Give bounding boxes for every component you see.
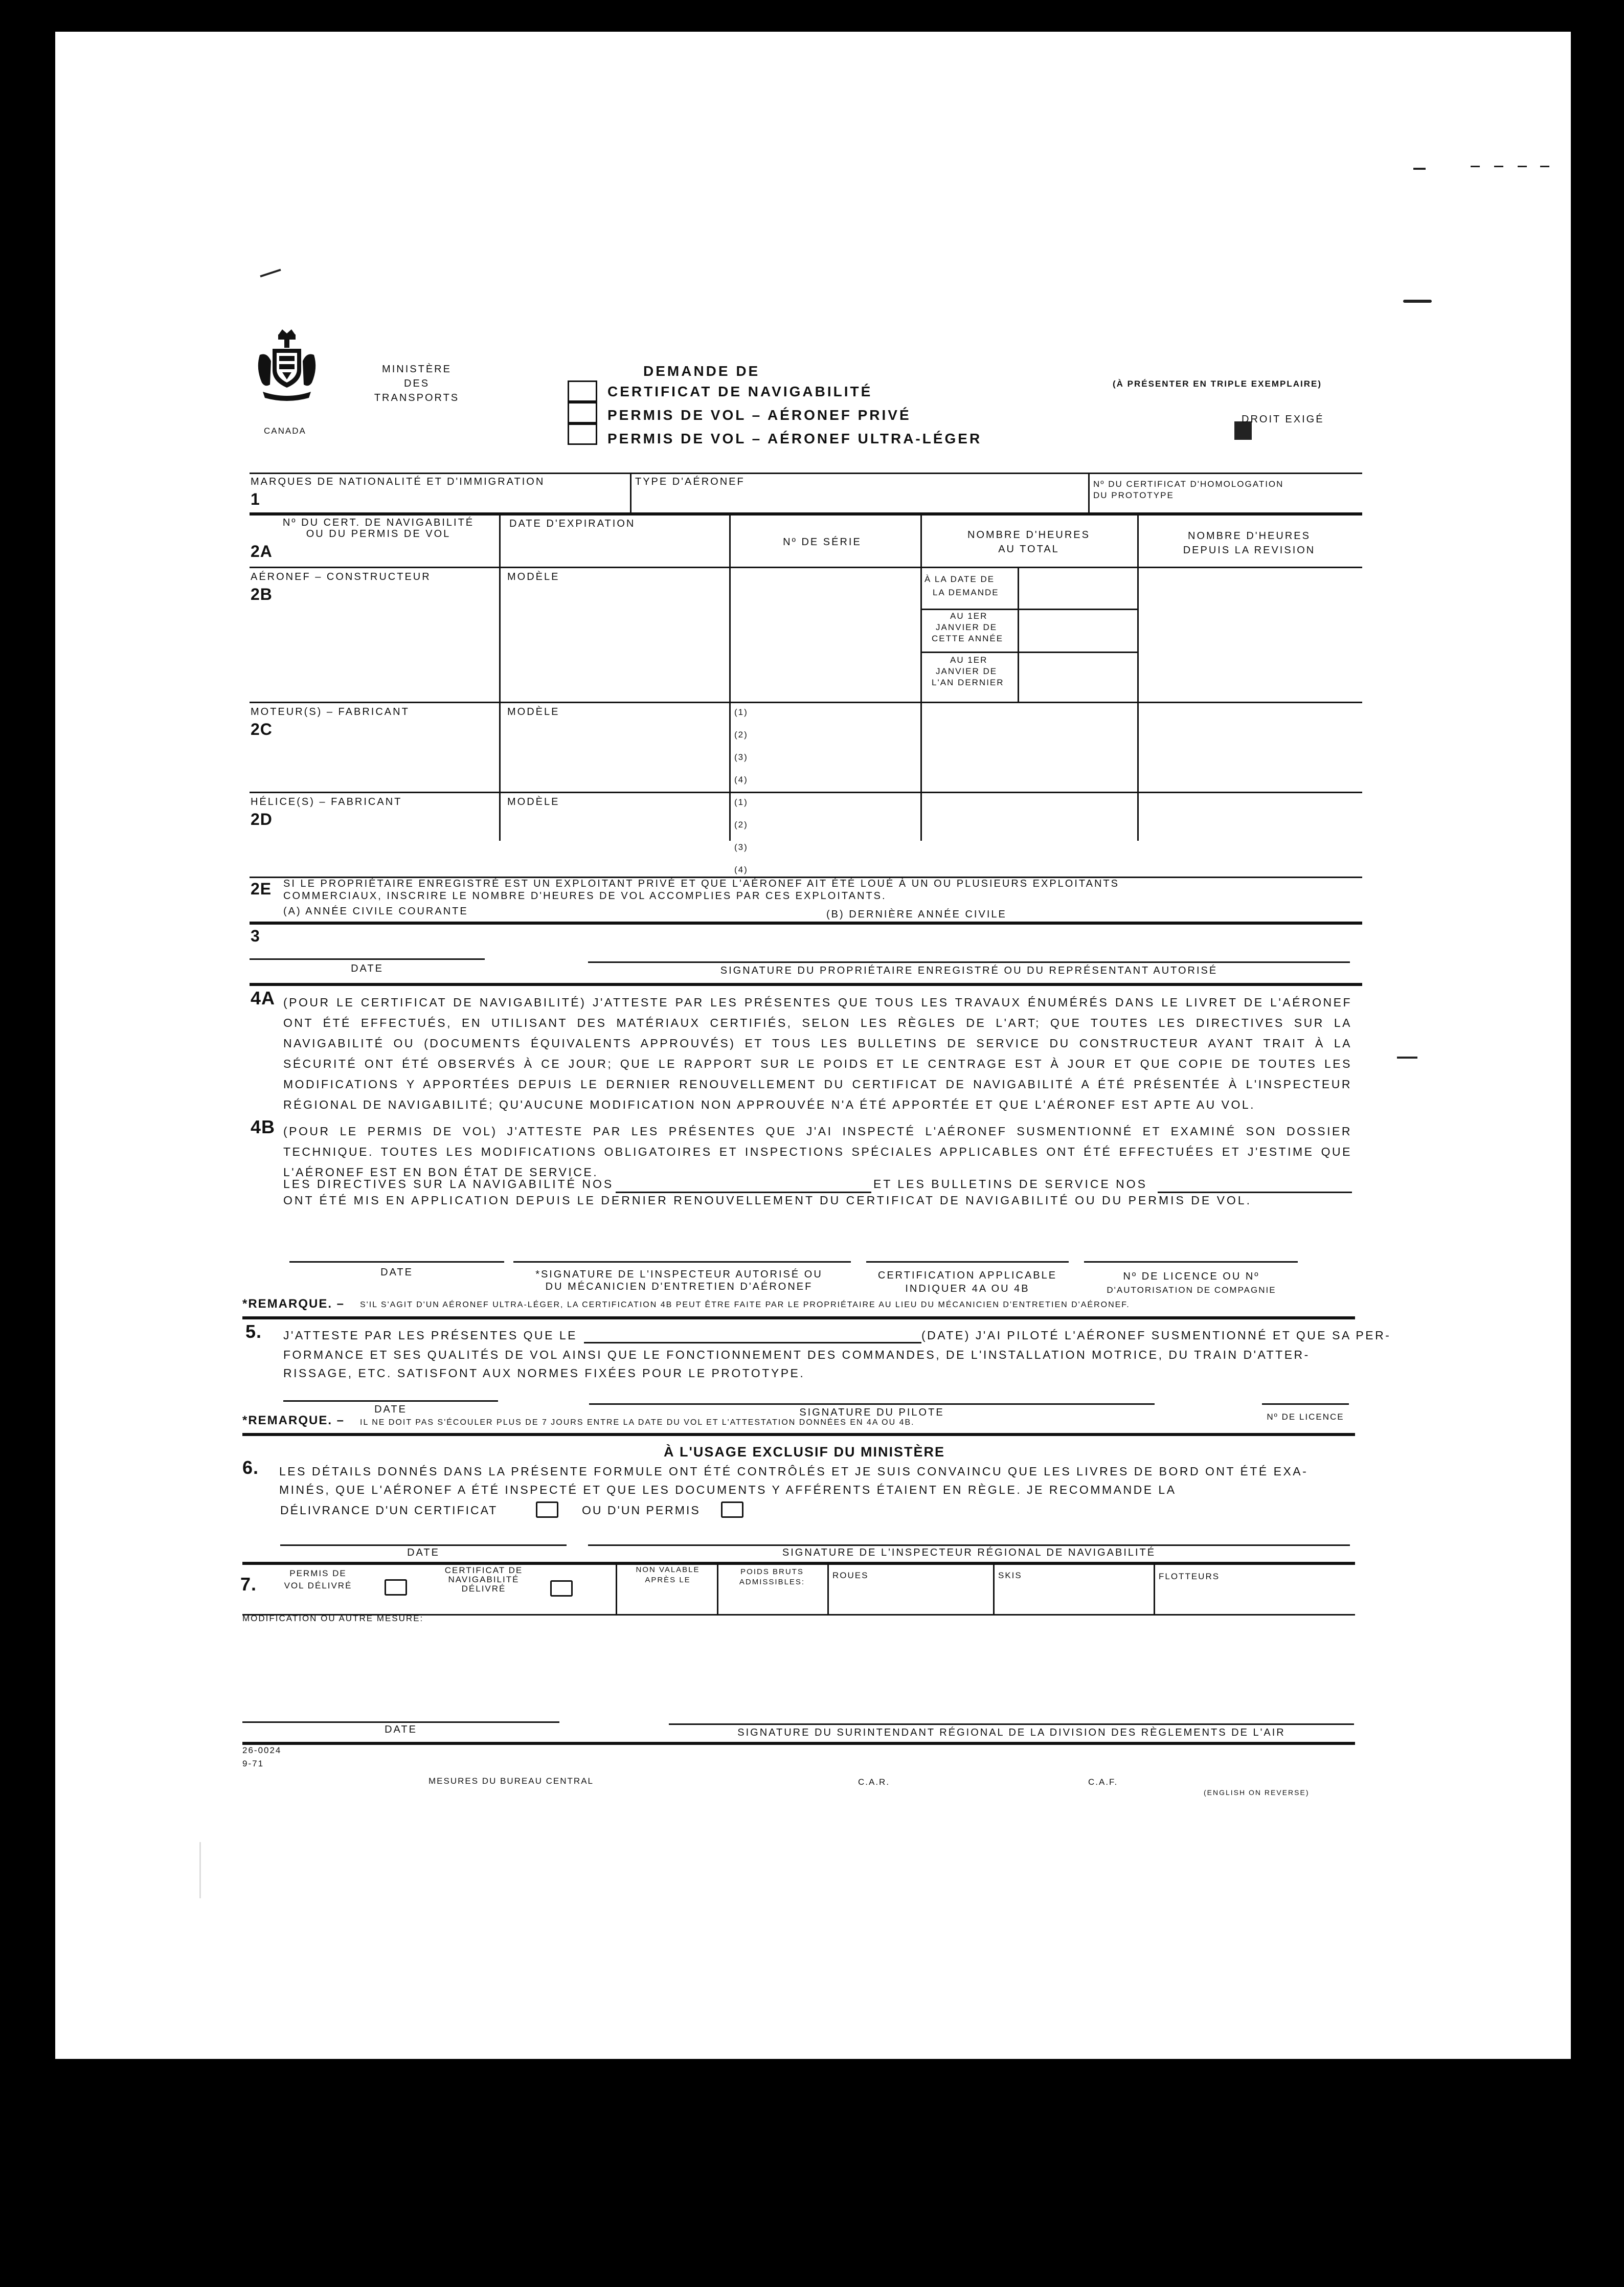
- aircraft-type-label: TYPE D'AÉRONEF: [635, 476, 745, 487]
- hours-row-label: AU 1ER: [950, 611, 988, 621]
- rule-heavy: [250, 983, 1362, 986]
- hours-row-label: JANVIER DE: [936, 622, 998, 632]
- total-hours-label-1: NOMBRE D'HEURES: [967, 529, 1090, 541]
- scan-mark: [1518, 166, 1527, 167]
- engine-model-label: MODÈLE: [507, 706, 560, 718]
- rule-heavy: [250, 512, 1362, 515]
- central-office-measures: MESURES DU BUREAU CENTRAL: [428, 1776, 594, 1786]
- rule: [250, 473, 1362, 474]
- propeller-model-label: MODÈLE: [507, 796, 560, 808]
- section-number-6: 6.: [242, 1457, 259, 1478]
- rule: [250, 567, 1362, 568]
- section-number-2a: 2A: [251, 542, 273, 560]
- section-number-2c: 2C: [251, 720, 273, 738]
- rule-v: [827, 1564, 829, 1615]
- rule: [920, 652, 1138, 653]
- remark-4-text: S'IL S'AGIT D'UN AÉRONEF ULTRA-LÉGER, LA CERTIFICATION 4B PEUT ÊTRE FAITE PAR LE PROPRIÉTAIRE AU LIEU DU MÉCANICIEN D'ENTRETIEN D'AÉRONEF.: [360, 1301, 1130, 1309]
- section-2e-text-1: SI LE PROPRIÉTAIRE ENREGISTRÉ EST UN EXPLOITANT PRIVÉ ET QUE L'AÉRONEF AIT ÉTÉ LOUÉ À UN OU PLUSIEURS EXPLOITANTS: [283, 878, 1119, 889]
- inspector-signature-label-2: DU MÉCANICIEN D'ENTRETIEN D'AÉRONEF: [545, 1281, 813, 1292]
- date-line: [283, 1400, 498, 1402]
- hours-row-label: LA DEMANDE: [933, 588, 999, 597]
- superintendent-date-label: DATE: [385, 1724, 417, 1735]
- scan-mark: [1471, 166, 1480, 167]
- form-number: 26-0024: [242, 1745, 282, 1755]
- bulletins-line: [1158, 1192, 1352, 1193]
- or-permit-label: OU D'UN PERMIS: [582, 1504, 701, 1517]
- owner-date-label: DATE: [351, 963, 384, 974]
- ministry-line-2: DES: [403, 378, 430, 389]
- hours-row-label: À LA DATE DE: [924, 574, 995, 584]
- prototype-cert-label-1: Nº DU CERTIFICAT D'HOMOLOGATION: [1093, 479, 1284, 489]
- invalid-after-label-2: APRÈS LE: [645, 1576, 691, 1584]
- signature-line: [589, 1403, 1155, 1405]
- aircraft-model-label: MODÈLE: [507, 571, 560, 582]
- inspector-signature-label-1: *SIGNATURE DE L'INSPECTEUR AUTORISÉ OU: [535, 1269, 823, 1280]
- rule-heavy: [242, 1316, 1355, 1319]
- expiry-date-label: DATE D'EXPIRATION: [509, 518, 636, 529]
- applied-text: ONT ÉTÉ MIS EN APPLICATION DEPUIS LE DERNIER RENOUVELLEMENT DU CERTIFICAT DE NAVIGABILITÉ OU DU PERMIS DE VOL.: [283, 1194, 1252, 1207]
- rule-heavy: [242, 1562, 1355, 1565]
- gross-weights-label-1: POIDS BRUTS: [740, 1567, 804, 1576]
- scan-mark: [199, 1842, 201, 1898]
- floats-label: FLOTTEURS: [1159, 1572, 1220, 1581]
- last-year-label: (B) DERNIÈRE ANNÉE CIVILE: [826, 909, 1007, 920]
- flight-date-line: [584, 1342, 921, 1343]
- delivery-certificate-label: DÉLIVRANCE D'UN CERTIFICAT: [280, 1504, 498, 1517]
- cert-number-label-1: Nº DU CERT. DE NAVIGABILITÉ: [282, 517, 475, 528]
- inspection-date-label-6: DATE: [407, 1547, 440, 1558]
- hours-row-label: AU 1ER: [950, 655, 988, 665]
- option-checkbox-permit-private[interactable]: [568, 402, 597, 423]
- rule-heavy: [250, 922, 1362, 925]
- rule: [920, 609, 1138, 610]
- rule-v: [616, 1564, 617, 1615]
- section-number-7: 7.: [240, 1574, 257, 1595]
- engine-item-label: (2): [734, 730, 748, 739]
- remark-5-text: IL NE DOIT PAS S'ÉCOULER PLUS DE 7 JOURS ENTRE LA DATE DU VOL ET L'ATTESTATION DONNÉES EN 4A OU 4B.: [360, 1418, 915, 1427]
- rule-v: [1018, 567, 1019, 702]
- licence-number-label-2: D'AUTORISATION DE COMPAGNIE: [1107, 1285, 1276, 1295]
- option-label-permit-ultralight: PERMIS DE VOL – AÉRONEF ULTRA-LÉGER: [607, 431, 982, 446]
- section-number-2e: 2E: [251, 880, 272, 898]
- certificate-checkbox[interactable]: [536, 1501, 558, 1518]
- section-4a-text: (POUR LE CERTIFICAT DE NAVIGABILITÉ) J'ATTESTE PAR LES PRÉSENTES QUE TOUS LES TRAVAUX ÉNUMÉRÉS DANS LE LIVRET DE L'AÉRONEF ONT ÉTÉ EFFECTUÉS, EN UTILISANT DES MATÉRIAUX CERTIFIÉS, SELON LES RÈGLES DE L'ART; QUE TOUTES LES DIRECTIVES SUR LA NAVIGABILITÉ OU (DOCUMENTS ÉQUIVALENTS APPROUVÉS) ET TOUS LES BULLETINS DE SERVICE DU CONSTRUCTEUR AYANT TRAIT À LA SÉCURITÉ ONT ÉTÉ OBSERVÉS À CE JOUR; QUE LE RAPPORT SUR LE POIDS ET LE CENTRAGE EST À JOUR ET QUE COPIE DE TOUTES LES MODIFICATIONS Y APPORTÉES DEPUIS LE DERNIER RENOUVELLEMENT DU CERTIFICAT DE NAVIGABILITÉ A ÉTÉ PRÉSENTÉE À L'INSPECTEUR RÉGIONAL DE NAVIGABILITÉ; QU'AUCUNE MODIFICATION NON APPROUVÉE N'A ÉTÉ APPORTÉE ET QUE L'AÉRONEF EST APTE AU VOL.: [283, 996, 1352, 1111]
- licence-line: [1262, 1403, 1349, 1405]
- option-checkbox-cert-nav[interactable]: [568, 380, 597, 402]
- section-6-text-b: MINÉS, QUE L'AÉRONEF A ÉTÉ INSPECTÉ ET QUE LES DOCUMENTS Y AFFÉRENTS ÉTAIENT EN RÈGLE. JE RECOMMANDE LA: [279, 1483, 1177, 1496]
- car-label: C.A.R.: [858, 1777, 890, 1787]
- licence-number-label-1: Nº DE LICENCE OU Nº: [1123, 1271, 1260, 1282]
- copies-note: (À PRÉSENTER EN TRIPLE EXEMPLAIRE): [1113, 379, 1322, 389]
- section-5-text-a: J'ATTESTE PAR LES PRÉSENTES QUE LE: [283, 1329, 577, 1342]
- pilot-signature-label: SIGNATURE DU PILOTE: [799, 1407, 944, 1418]
- signature-line: [588, 1544, 1350, 1546]
- section-number-2b: 2B: [251, 585, 273, 603]
- cert-line: [866, 1261, 1069, 1263]
- rule-v: [630, 473, 631, 513]
- scan-mark: [1397, 1057, 1417, 1059]
- hours-row-label: L'AN DERNIER: [932, 678, 1004, 687]
- permit-issued-label-1: PERMIS DE: [289, 1568, 347, 1578]
- invalid-after-label-1: NON VALABLE: [636, 1565, 700, 1574]
- propeller-item-label: (1): [734, 797, 748, 807]
- rule-v: [1154, 1564, 1155, 1615]
- rule-v: [1088, 473, 1090, 513]
- rule-v: [993, 1564, 995, 1615]
- section-number-4b: 4B: [251, 1116, 276, 1137]
- flight-date-label: DATE: [374, 1404, 407, 1415]
- regional-inspector-signature-label: SIGNATURE DE L'INSPECTEUR RÉGIONAL DE NAVIGABILITÉ: [782, 1547, 1156, 1558]
- propeller-item-label: (4): [734, 865, 748, 875]
- certificate-issued-label-2: NAVIGABILITÉ: [448, 1575, 520, 1584]
- signature-line: [513, 1261, 851, 1263]
- owner-signature-label: SIGNATURE DU PROPRIÉTAIRE ENREGISTRÉ OU DU REPRÉSENTANT AUTORISÉ: [720, 965, 1218, 976]
- caf-label: C.A.F.: [1088, 1777, 1118, 1787]
- hours-since-revision-label-1: NOMBRE D'HEURES: [1188, 530, 1311, 542]
- form-sheet: [55, 32, 1571, 2059]
- option-label-permit-private: PERMIS DE VOL – AÉRONEF PRIVÉ: [607, 407, 911, 423]
- section-2e-text-2: COMMERCIAUX, INSCRIRE LE NOMBRE D'HEURES DE VOL ACCOMPLIES PAR CES EXPLOITANTS.: [283, 890, 887, 902]
- hours-since-revision-label-2: DEPUIS LA REVISION: [1183, 545, 1316, 556]
- scan-mark: [1403, 300, 1432, 303]
- certificate-issued-checkbox[interactable]: [550, 1580, 573, 1597]
- date-line: [289, 1261, 504, 1263]
- date-line: [250, 958, 485, 960]
- gross-weights-label-2: ADMISSIBLES:: [739, 1578, 805, 1586]
- engine-item-label: (3): [734, 752, 748, 762]
- aircraft-manufacturer-label: AÉRONEF – CONSTRUCTEUR: [251, 571, 431, 582]
- scan-mark: [1540, 166, 1549, 167]
- directives-label: LES DIRECTIVES SUR LA NAVIGABILITÉ NOS: [283, 1177, 614, 1191]
- hours-row-label: JANVIER DE: [936, 666, 998, 676]
- remark-5-label: *REMARQUE. –: [242, 1414, 345, 1427]
- section-number-4a: 4A: [251, 988, 276, 1008]
- section-4b-text: (POUR LE PERMIS DE VOL) J'ATTESTE PAR LES PRÉSENTES QUE J'AI INSPECTÉ L'AÉRONEF SUSMENTIONNÉ ET EXAMINÉ SON DOSSIER TECHNIQUE. TOUTES LES MODIFICATIONS OBLIGATOIRES ET INSPECTIONS SPÉCIALES APPLICABLES ONT ÉTÉ EFFECTUÉES ET J'ESTIME QUE L'AÉRONEF EST EN BON ÉTAT DE SERVICE.: [283, 1125, 1352, 1179]
- engine-item-label: (1): [734, 707, 748, 717]
- propeller-manufacturer-label: HÉLICE(S) – FABRICANT: [251, 796, 402, 808]
- inspection-date-label: DATE: [380, 1267, 413, 1278]
- directives-line: [616, 1192, 871, 1193]
- section-number-2d: 2D: [251, 810, 273, 828]
- wheels-label: ROUES: [832, 1571, 869, 1580]
- rule: [250, 792, 1362, 793]
- date-line: [242, 1721, 559, 1723]
- skis-label: SKIS: [998, 1571, 1022, 1580]
- applicable-cert-label-2: INDIQUER 4A OU 4B: [905, 1283, 1030, 1294]
- date-line: [280, 1544, 567, 1546]
- permit-issued-checkbox[interactable]: [385, 1579, 407, 1596]
- english-on-reverse: (ENGLISH ON REVERSE): [1204, 1788, 1310, 1797]
- permit-checkbox[interactable]: [721, 1501, 743, 1518]
- propeller-item-label: (2): [734, 820, 748, 829]
- certificate-issued-label-1: CERTIFICAT DE: [444, 1565, 523, 1575]
- section-5-text-b: (DATE) J'AI PILOTÉ L'AÉRONEF SUSMENTIONNÉ ET QUE SA PER-: [921, 1329, 1391, 1342]
- signature-line: [588, 961, 1350, 963]
- bulletins-label: ET LES BULLETINS DE SERVICE NOS: [873, 1177, 1148, 1191]
- propeller-item-label: (3): [734, 842, 748, 852]
- ministry-line-3: TRANSPORTS: [374, 392, 460, 403]
- section-6-text-a: LES DÉTAILS DONNÉS DANS LA PRÉSENTE FORMULE ONT ÉTÉ CONTRÔLÉS ET JE SUIS CONVAINCU QUE LES LIVRES DE BORD ONT ÉTÉ EXA-: [279, 1465, 1309, 1478]
- rule-heavy: [242, 1742, 1355, 1745]
- pilot-licence-label: Nº DE LICENCE: [1267, 1412, 1344, 1422]
- ministry-use-heading: À L'USAGE EXCLUSIF DU MINISTÈRE: [664, 1444, 945, 1460]
- scan-mark: [1413, 168, 1426, 170]
- superintendent-signature-label: SIGNATURE DU SURINTENDANT RÉGIONAL DE LA DIVISION DES RÈGLEMENTS DE L'AIR: [737, 1727, 1285, 1738]
- fee-note: DROIT EXIGÉ: [1242, 414, 1324, 425]
- section-5-text-d: RISSAGE, ETC. SATISFONT AUX NORMES FIXÉES POUR LE PROTOTYPE.: [283, 1366, 805, 1380]
- cert-number-label-2: OU DU PERMIS DE VOL: [306, 528, 451, 540]
- form-edition: 9-71: [242, 1759, 264, 1768]
- section-number-5: 5.: [245, 1321, 262, 1342]
- ministry-line-1: MINISTÈRE: [382, 364, 452, 375]
- remark-4-label: *REMARQUE. –: [242, 1297, 345, 1311]
- prototype-cert-label-2: DU PROTOTYPE: [1093, 490, 1174, 500]
- engine-item-label: (4): [734, 775, 748, 784]
- country-label: CANADA: [264, 426, 306, 436]
- applicable-cert-label-1: CERTIFICATION APPLICABLE: [877, 1270, 1057, 1281]
- current-year-label: (A) ANNÉE CIVILE COURANTE: [283, 906, 468, 917]
- engine-manufacturer-label: MOTEUR(S) – FABRICANT: [251, 706, 410, 718]
- nationality-marks-label: MARQUES DE NATIONALITÉ ET D'IMMIGRATION: [251, 476, 545, 487]
- form-title: DEMANDE DE: [643, 363, 760, 379]
- canada-coat-of-arms-icon: [256, 327, 318, 411]
- option-checkbox-permit-ultralight[interactable]: [568, 423, 597, 445]
- licence-line: [1084, 1261, 1298, 1263]
- section-number-3: 3: [251, 927, 260, 945]
- hours-row-label: CETTE ANNÉE: [932, 634, 1004, 643]
- section-number-1: 1: [251, 490, 260, 508]
- option-label-cert-nav: CERTIFICAT DE NAVIGABILITÉ: [607, 384, 873, 399]
- certificate-issued-label-3: DÉLIVRÉ: [461, 1584, 506, 1594]
- serial-number-label: Nº DE SÉRIE: [783, 536, 862, 548]
- scan-mark: [260, 269, 281, 278]
- scan-mark: [1494, 166, 1503, 167]
- section-5-text-c: FORMANCE ET SES QUALITÉS DE VOL AINSI QUE LE FONCTIONNEMENT DES COMMANDES, DE L'INSTALLATION MOTRICE, DU TRAIN D'ATTER-: [283, 1348, 1310, 1361]
- signature-line: [669, 1723, 1354, 1725]
- rule: [250, 702, 1362, 703]
- modification-label: MODIFICATION OU AUTRE MESURE:: [242, 1613, 424, 1623]
- total-hours-label-2: AU TOTAL: [998, 544, 1059, 555]
- rule-heavy: [242, 1433, 1355, 1436]
- permit-issued-label-2: VOL DÉLIVRÉ: [284, 1581, 352, 1590]
